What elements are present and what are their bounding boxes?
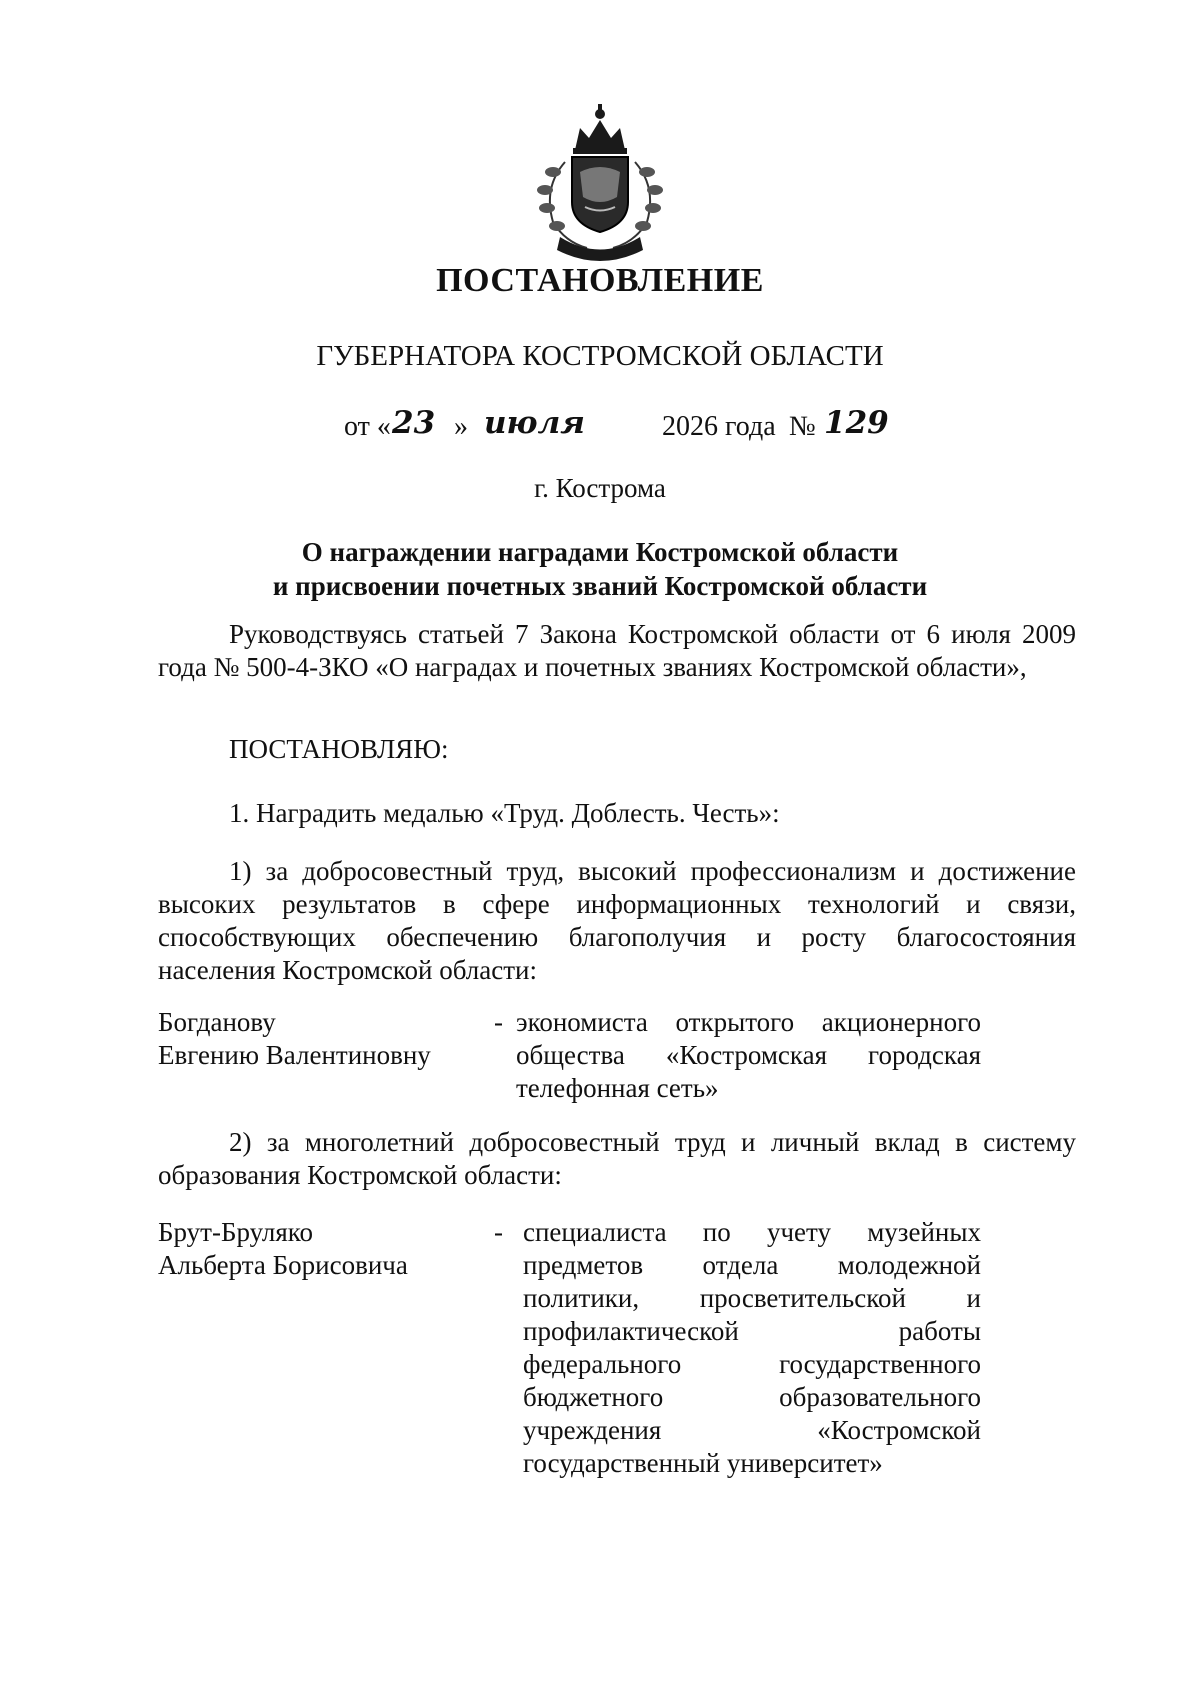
resolve-paragraph: ПОСТАНОВЛЯЮ: [229,734,449,764]
awardee-1-surname: Богданову [158,1007,276,1037]
subitem-2-paragraph: 2) за многолетний добросовестный труд и личный вклад в систему образования Костромской области: [158,1127,1076,1190]
date-year: 2026 года [662,411,776,442]
date-line [344,405,984,451]
heading-line-2: и присвоении почетных званий Костромской области [272,571,928,601]
heading-line-1: О награждении наградами Костромской области [301,537,899,567]
document-subtitle: ГУБЕРНАТОРА КОСТРОМСКОЙ ОБЛАСТИ [316,340,884,372]
awardee-2-name [158,1216,518,1282]
handwritten-number: 129 [824,405,889,441]
awardee-2-surname: Брут-Бруляко [158,1217,314,1247]
awardee-2-dash: - [494,1217,503,1247]
handwritten-month: июля [484,405,585,441]
awardee-2-given-names: Альберта Борисовича [158,1250,408,1280]
date-prefix: от « [344,411,391,442]
city-line: г. Кострома [534,473,666,503]
awardee-1-name [158,1006,518,1072]
awardee-1-given-names: Евгению Валентиновну [158,1040,431,1070]
handwritten-day: 23 [392,405,436,441]
number-sign: № [789,411,816,442]
awardee-2-description: специалиста по учету музейных предметов отдела молодежной политики, просветительской и профилактической работы федерального государственного бюджетного образовательного учреждения «Костромской государственный университет» [523,1217,981,1478]
document-heading [0,535,1200,603]
date-quote-close: » [454,411,468,442]
document-title: ПОСТАНОВЛЕНИЕ [436,262,764,299]
awardee-1-dash: - [494,1007,503,1037]
coat-of-arms-emblem [525,102,675,267]
subitem-1-paragraph: 1) за добросовестный труд, высокий профессионализм и достижение высоких результатов в сфере информационных технологий и связи, способствующих обеспечению благополучия и росту благосостояния населения Костромской области: [158,856,1076,985]
awardee-1-description: экономиста открытого акционерного общества «Костромская городская телефонная сеть» [516,1007,981,1103]
item-1-paragraph: 1. Наградить медалью «Труд. Доблесть. Честь»: [229,798,780,828]
preamble-paragraph: Руководствуясь статьей 7 Закона Костромской области от 6 июля 2009 года № 500-4-ЗКО «О наградах и почетных званиях Костромской области», [158,619,1076,682]
